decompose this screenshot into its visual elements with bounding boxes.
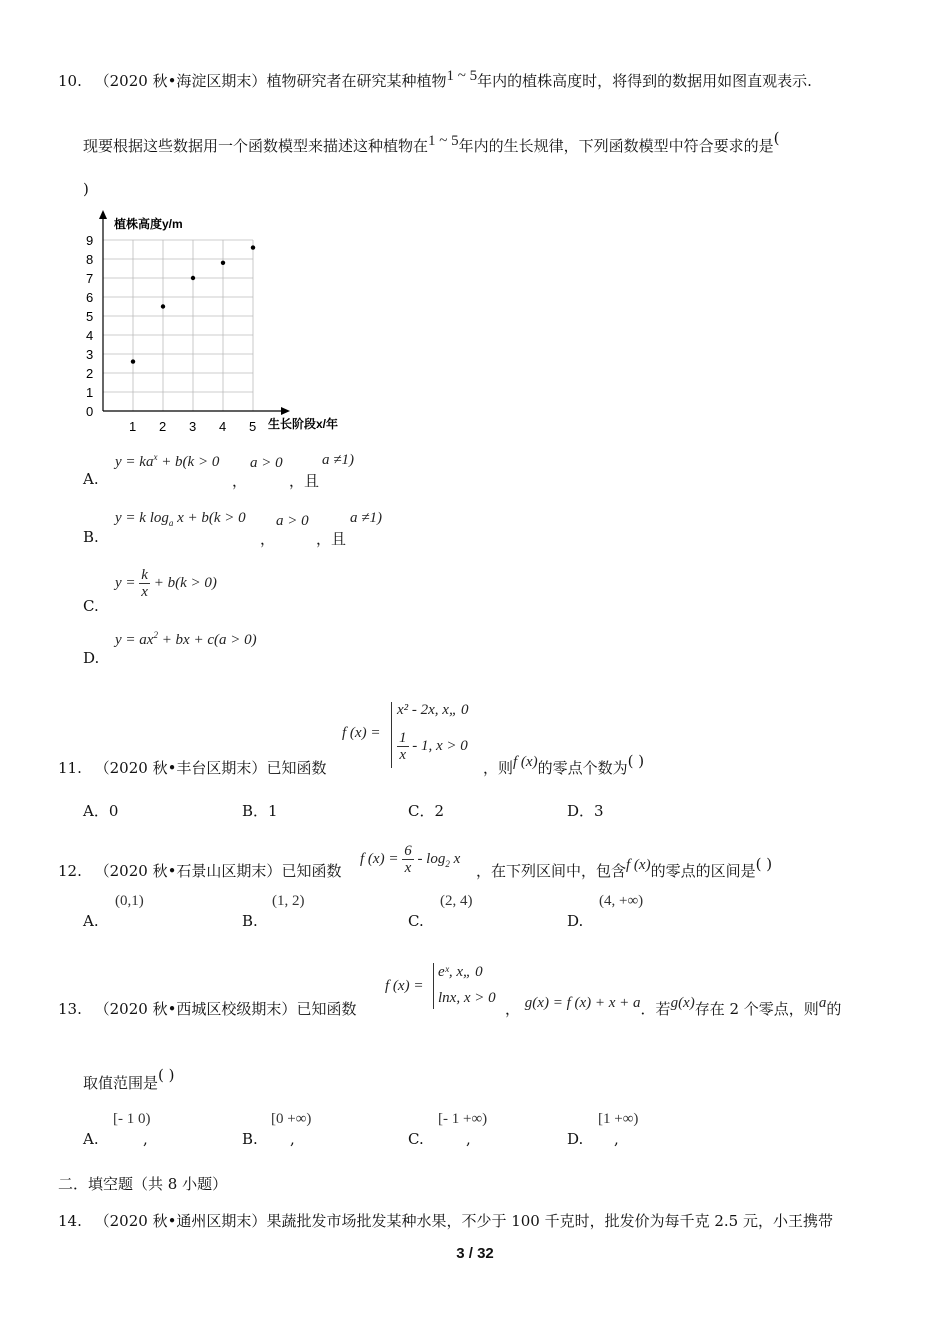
- q12-option-b-letter: B.: [242, 912, 258, 930]
- section-heading: 二．填空题（共 8 小题）: [58, 1175, 228, 1193]
- question-text: 已知函数: [266, 759, 327, 777]
- piecewise-case-2: [397, 730, 468, 763]
- q14-line: [58, 1210, 833, 1231]
- x-tick-label: 2: [159, 419, 167, 434]
- option-b-sep: ，且: [316, 530, 347, 548]
- question-source: （2020 秋•海淀区期末）: [94, 72, 267, 90]
- q10-line1: [58, 70, 812, 91]
- y-tick-label: 9: [86, 233, 94, 248]
- q12-line: [58, 860, 341, 881]
- formula-sub: 2: [445, 858, 450, 869]
- q12-option-d-letter: D.: [567, 912, 584, 930]
- page-number: 3 / 32: [456, 1245, 494, 1262]
- question-text: 的零点的区间是: [650, 862, 756, 880]
- option-letter: A．: [83, 802, 109, 820]
- scatter-chart: [78, 208, 368, 438]
- q13-line: [58, 998, 356, 1019]
- question-text: ，: [505, 1000, 521, 1018]
- variable-ref: a: [818, 995, 827, 1011]
- question-text: 的零点个数为: [537, 759, 628, 777]
- q11-option-c: [408, 800, 444, 821]
- question-text: 已知函数: [281, 862, 342, 880]
- question-text: 的: [826, 1000, 842, 1018]
- function-name: f (x) =: [342, 725, 381, 741]
- option-a-formula: [115, 452, 219, 471]
- question-number: 12.: [58, 862, 82, 880]
- formula-part: x: [449, 850, 461, 867]
- q13-option-b-value: [0 +∞): [271, 1111, 312, 1127]
- denominator: x: [141, 584, 148, 600]
- numerator: 1: [399, 730, 407, 746]
- option-letter: B．: [242, 802, 269, 820]
- q13-tail: [505, 995, 842, 1019]
- year-range: 1 ~ 5: [446, 68, 478, 84]
- q12-option-c-value: (2, 4): [440, 893, 473, 909]
- y-tick-label: 6: [86, 290, 94, 305]
- x-tick-label: 1: [129, 419, 137, 434]
- option-value: 0: [108, 802, 119, 820]
- y-tick-label: 5: [86, 309, 94, 324]
- option-value: 1: [268, 802, 278, 820]
- question-source: （2020 秋•通州区期末）: [94, 1212, 267, 1230]
- option-letter: D．: [567, 802, 595, 820]
- function-def: g(x) = f (x) + x + a: [524, 995, 641, 1011]
- denominator: x: [399, 747, 407, 763]
- q11-tail: [483, 752, 645, 778]
- fraction: [139, 567, 150, 600]
- x-axis-label: 生长阶段x/年: [268, 417, 339, 431]
- question-text: 植物研究者在研究某种植物: [266, 72, 447, 90]
- y-tick-label: 8: [86, 252, 94, 267]
- data-point: [191, 276, 195, 280]
- question-number: 10.: [58, 72, 82, 90]
- question-source: （2020 秋•西城区校级期末）: [94, 1000, 297, 1018]
- question-text: ．若: [640, 1000, 671, 1018]
- option-b-formula: [115, 510, 246, 528]
- numerator: k: [141, 567, 148, 583]
- function-ref: g(x): [670, 995, 695, 1011]
- piecewise-case-2: lnx, x > 0: [438, 990, 496, 1006]
- answer-paren: ( ): [158, 1066, 175, 1084]
- data-point: [161, 304, 165, 308]
- function-ref: f (x): [626, 857, 651, 873]
- q12-option-a-value: (0,1): [115, 893, 144, 909]
- question-text: 已知函数: [296, 1000, 357, 1018]
- denominator: x: [404, 860, 412, 876]
- formula-part: - log: [417, 850, 446, 867]
- q13-option-d-comma: ,: [614, 1130, 619, 1148]
- option-a-letter: A.: [83, 470, 99, 488]
- q13-option-a-comma: ,: [143, 1130, 148, 1148]
- formula-part: - 1, x > 0: [412, 737, 468, 754]
- option-a-sep: ，: [232, 472, 248, 490]
- q13-option-c-comma: ,: [466, 1130, 471, 1148]
- option-c-formula: [115, 567, 217, 600]
- q13-option-a-value: [- 1 0): [113, 1111, 151, 1127]
- option-a-cond: a ≠1): [322, 452, 354, 468]
- y-tick-label: 2: [86, 366, 94, 381]
- q13-option-c-letter: C.: [408, 1130, 424, 1148]
- question-text: ，在下列区间中，包含: [476, 862, 627, 880]
- q12-option-b-value: (1, 2): [272, 893, 305, 909]
- formula-sup: 2: [153, 630, 158, 640]
- option-b-sep: ，: [260, 530, 276, 548]
- formula-part: y =: [115, 574, 136, 591]
- function-name: f (x) =: [385, 978, 424, 994]
- q13-option-d-letter: D.: [567, 1130, 584, 1148]
- q13-option-b-letter: B.: [242, 1130, 258, 1148]
- option-d-letter: D.: [83, 649, 100, 667]
- option-c-letter: C.: [83, 597, 99, 615]
- fraction: [397, 730, 409, 763]
- answer-paren: ( ): [755, 855, 773, 873]
- q13-line2: [83, 1066, 175, 1093]
- q12-option-a-letter: A.: [83, 912, 99, 930]
- fraction: [402, 843, 414, 876]
- option-d-formula: [115, 630, 257, 649]
- piecewise-brace: [391, 702, 392, 768]
- q12-tail: [476, 855, 773, 881]
- question-text: 存在 2 个零点，则: [694, 1000, 819, 1018]
- q13-option-c-value: [- 1 +∞): [438, 1111, 488, 1127]
- option-value: 2: [434, 802, 445, 820]
- piecewise-case-1: x² - 2x, x„ 0: [397, 702, 469, 718]
- numerator: 6: [404, 843, 412, 859]
- piecewise-case-1: eˣ, x„ 0: [438, 964, 483, 980]
- q11-option-b: [242, 800, 278, 821]
- x-tick-label: 5: [249, 419, 257, 434]
- answer-paren: ( ): [627, 752, 645, 770]
- option-value: 3: [594, 802, 604, 820]
- option-letter: C．: [408, 802, 435, 820]
- formula-part: y = k log: [115, 510, 169, 526]
- q13-option-d-value: [1 +∞): [598, 1111, 639, 1127]
- piecewise-brace: [433, 963, 434, 1009]
- formula-part: y = ka: [115, 454, 154, 470]
- y-axis-arrow: [99, 210, 107, 219]
- q12-formula: [360, 843, 460, 876]
- data-point: [221, 261, 225, 265]
- formula-part: + b(k > 0: [157, 454, 220, 470]
- question-text: 现要根据这些数据用一个函数模型来描述这种植物在: [83, 137, 429, 155]
- function-ref: f (x): [513, 754, 538, 770]
- question-source: （2020 秋•石景山区期末）: [94, 862, 282, 880]
- answer-paren-open: (: [773, 129, 780, 147]
- option-b-letter: B.: [83, 528, 99, 546]
- data-point: [131, 359, 135, 363]
- question-text: 取值范围是: [83, 1074, 159, 1092]
- y-tick-label: 3: [86, 347, 94, 362]
- formula-sub: a: [168, 518, 174, 528]
- y-tick-label: 4: [86, 328, 94, 343]
- q12-option-c-letter: C.: [408, 912, 424, 930]
- formula-part: + b(k > 0): [153, 574, 217, 591]
- question-number: 14.: [58, 1212, 82, 1230]
- y-tick-label: 7: [86, 271, 94, 286]
- option-a-sep: ，且: [289, 472, 320, 490]
- y-tick-label: 1: [86, 385, 94, 400]
- formula-part: x + b(k > 0: [173, 510, 246, 526]
- formula-part: y = ax: [115, 632, 154, 648]
- question-source: （2020 秋•丰台区期末）: [94, 759, 267, 777]
- q11-option-a: [83, 800, 118, 821]
- q11-option-d: [567, 800, 604, 821]
- x-tick-label: 3: [189, 419, 197, 434]
- formula-sup: x: [153, 452, 158, 462]
- question-text: 年内的植株高度时，将得到的数据用如图直观表示.: [477, 72, 812, 90]
- q12-option-d-value: (4, +∞): [599, 893, 644, 909]
- formula-part: + bx + c(a > 0): [157, 632, 257, 648]
- answer-paren-close: ): [83, 180, 89, 198]
- q13-option-a-letter: A.: [83, 1130, 99, 1148]
- q11-line: [58, 757, 326, 778]
- question-text: 果蔬批发市场批发某种水果，不少于 100 千克时，批发价为每千克 2.5 元，小王携带: [266, 1212, 833, 1230]
- q10-line2: [83, 129, 780, 156]
- year-range: 1 ~ 5: [428, 133, 459, 149]
- question-number: 13.: [58, 1000, 82, 1018]
- y-axis-label: 植株高度y/m: [114, 217, 183, 231]
- question-text: ，则: [483, 759, 514, 777]
- function-name: f (x) =: [360, 850, 399, 867]
- option-a-cond: a > 0: [250, 455, 283, 471]
- option-b-cond: a > 0: [276, 513, 309, 529]
- q13-option-b-comma: ,: [290, 1130, 295, 1148]
- y-tick-label: 0: [86, 404, 94, 419]
- x-tick-label: 4: [219, 419, 227, 434]
- question-text: 年内的生长规律，下列函数模型中符合要求的是: [458, 137, 774, 155]
- data-point: [251, 245, 255, 249]
- x-axis-arrow: [281, 407, 290, 415]
- option-b-cond: a ≠1): [350, 510, 382, 526]
- question-number: 11.: [58, 759, 82, 777]
